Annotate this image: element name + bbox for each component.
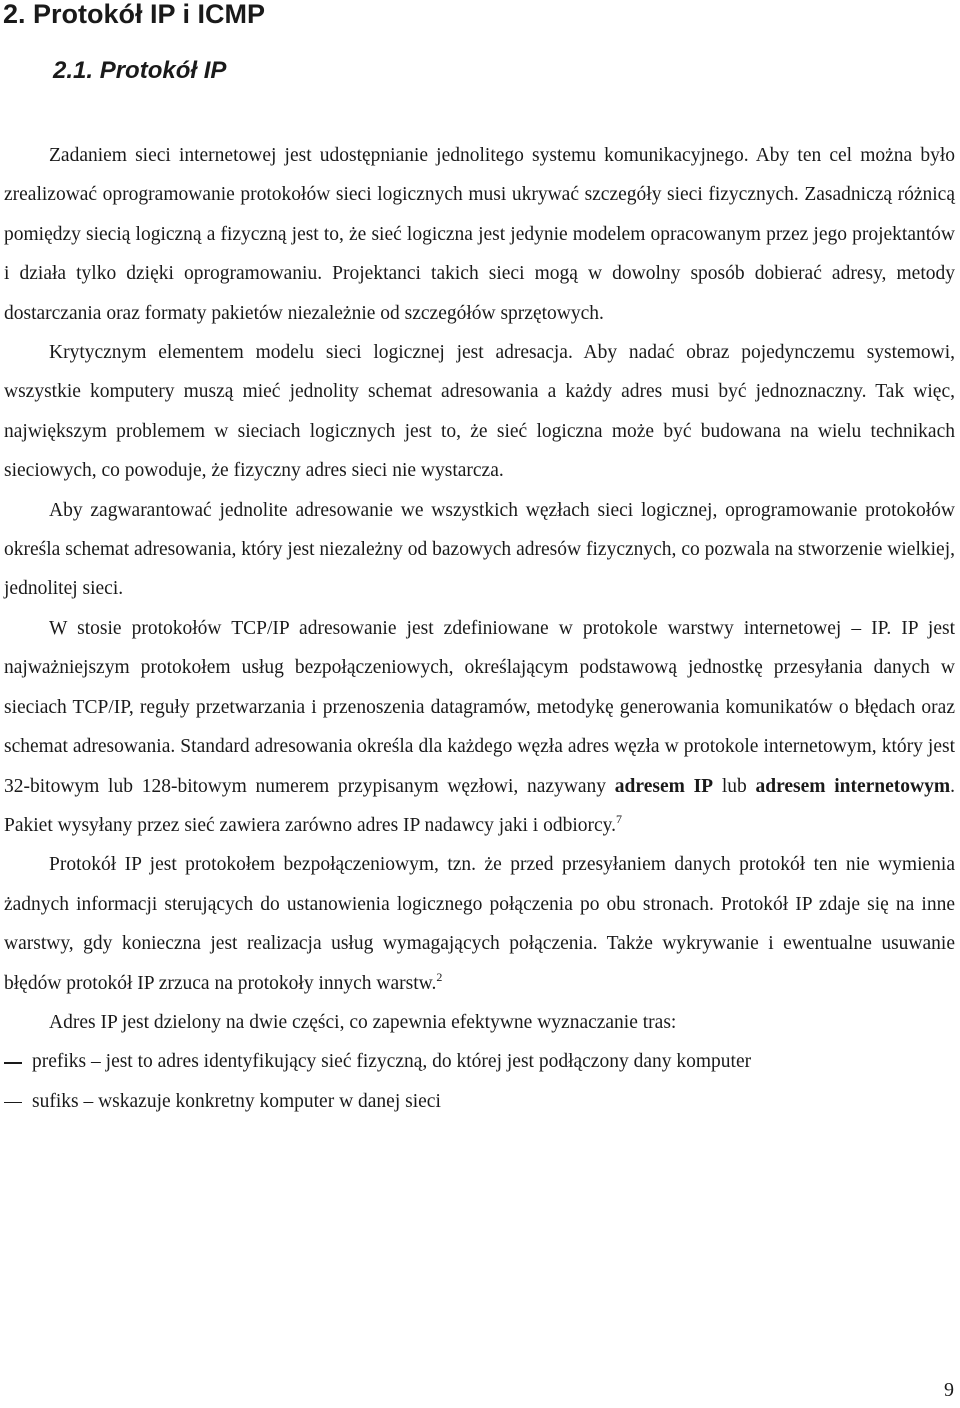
paragraph-6: Adres IP jest dzielony na dwie części, co zapewnia efektywne wyznaczanie tras:: [49, 1011, 677, 1033]
paragraph-4-text-b: . Pakiet wysyłany przez sieć zawiera zarówno adres IP nadawcy jaki i odbiorcy.: [4, 775, 955, 836]
paragraph-2: Krytycznym elementem modelu sieci logicznej jest adresacja. Aby nadać obraz pojedynczemu systemowi, wszystkie komputery muszą mieć jednolity schemat adresowania a każdy adres musi być jednoznaczny. Tak więc, największym problemem w sieciach logicznych jest to, że sieć logiczna może być budowana na wielu technikach sieciowych, co powoduje, że fizyczny adres sieci nie wystarcza.: [4, 342, 955, 482]
term-adresem-internetowym: adresem internetowym: [755, 775, 951, 797]
list-item-text: prefiks – jest to adres identyfikujący sieć fizyczną, do której jest podłączony dany komputer: [32, 1051, 752, 1073]
footnote-ref-7: 7: [616, 811, 623, 826]
dash-bullet-icon: [4, 1062, 22, 1064]
section-heading: 2.1. Protokół IP: [53, 57, 227, 84]
page-number: 9: [944, 1379, 954, 1401]
list-item: [4, 1042, 955, 1081]
paragraph-5-text: Protokół IP jest protokołem bezpołączeniowym, tzn. że przed przesyłaniem danych protokół ten nie wymienia żadnych informacji sterujących do ustanowienia logicznego połączenia po obu stronach. Protokół IP zdaje się na inne warstwy, gdy konieczna jest realizacja usług wymagających połączenia. Także wykrywanie i ewentualne usuwanie błędów protokół IP zrzuca na protokoły innych warstw.: [4, 854, 955, 994]
list-item: [4, 1082, 955, 1121]
paragraph-1: Zadaniem sieci internetowej jest udostępnianie jednolitego systemu komunikacyjnego. Aby ten cel można było zrealizować oprogramowanie protokołów sieci logicznych musi ukrywać szczegóły sieci fizycznych. Zasadniczą różnicą pomiędzy siecią logiczną a fizyczną jest to, że sieć logiczna jest jedynie modelem opracowanym przez jego projektantów i działa tylko dzięki oprogramowaniu. Projektanci takich sieci mogą w dowolny sposób dobierać adresy, metody dostarczania oraz formaty pakietów niezależnie od szczegółów sprzętowych.: [4, 145, 955, 324]
address-parts-list: [4, 1042, 955, 1121]
footnote-ref-2: 2: [436, 969, 443, 984]
list-item-text: sufiks – wskazuje konkretny komputer w danej sieci: [32, 1090, 441, 1112]
paragraph-5: [4, 845, 955, 1003]
document-body: [4, 136, 955, 1121]
page-heading: 2. Protokół IP i ICMP: [3, 0, 266, 29]
paragraph-4-text-a: W stosie protokołów TCP/IP adresowanie jest zdefiniowane w protokole warstwy internetowej – IP. IP jest najważniejszym protokołem usług bezpołączeniowych, określającym podstawową jednostkę przesyłania danych w sieciach TCP/IP, reguły przetwarzania i przenoszenia datagramów, metodykę generowania komunikatów o błędach oraz schemat adresowania. Standard adresowania określa dla każdego węzła adres węzła w protokole internetowym, który jest 32-bitowym lub 128-bitowym numerem przypisanym węzłowi, nazywany: [4, 617, 955, 797]
paragraph-4-text-mid: lub: [721, 775, 747, 797]
dash-bullet-icon: [4, 1102, 22, 1104]
term-adresem-ip: adresem IP: [614, 775, 714, 797]
paragraph-4: [4, 609, 955, 845]
paragraph-3: Aby zagwarantować jednolite adresowanie we wszystkich węzłach sieci logicznej, oprogramowanie protokołów określa schemat adresowania, który jest niezależny od bazowych adresów fizycznych, co pozwala na stworzenie wielkiej, jednolitej sieci.: [4, 499, 955, 600]
